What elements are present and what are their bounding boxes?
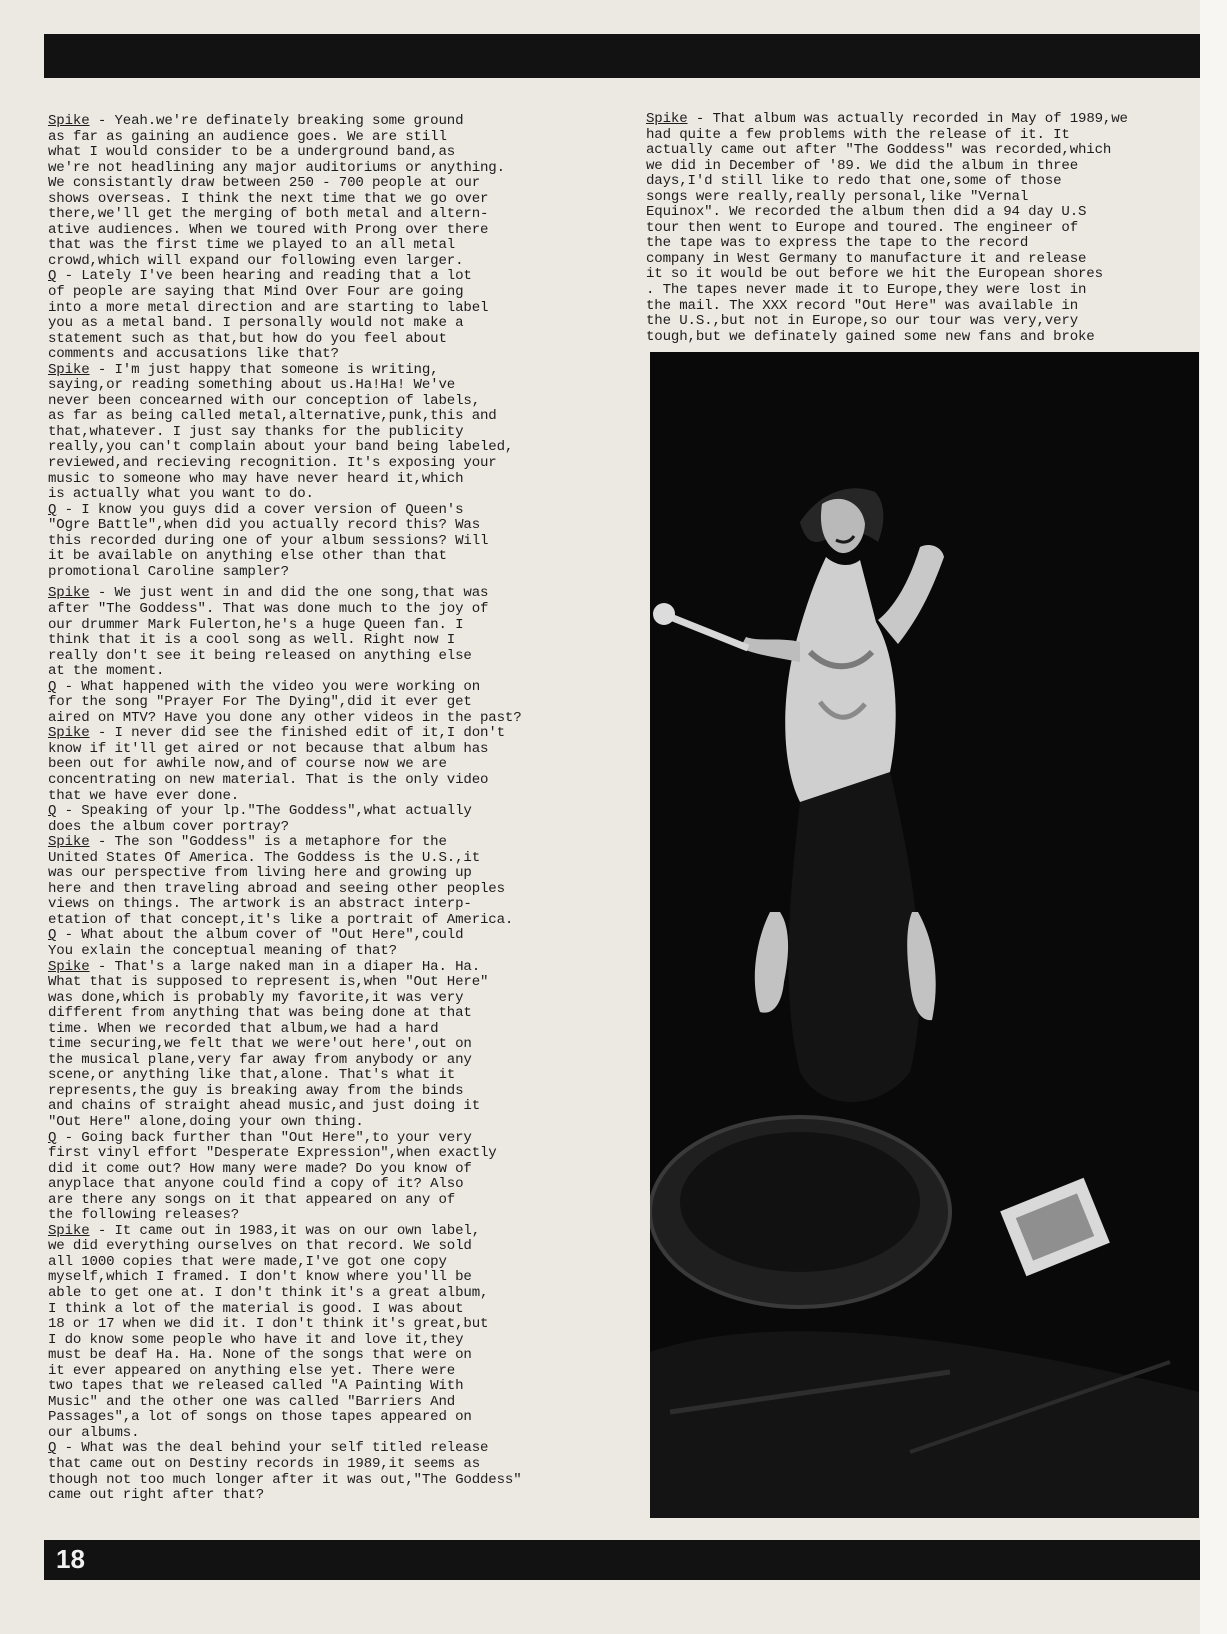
text-line: [646, 143, 1206, 159]
text-line: [48, 1193, 608, 1209]
text-line: [48, 472, 608, 488]
line-text: "Out Here" alone,doing your own thing.: [48, 1114, 364, 1130]
line-text: time. When we recorded that album,we had a hard: [48, 1020, 439, 1037]
text-line: [48, 742, 608, 758]
text-line: [48, 1364, 608, 1380]
line-text: that came out on Destiny records in 1989,it seems as: [48, 1456, 480, 1473]
text-line: [646, 330, 1206, 346]
text-line: [48, 503, 608, 519]
text-line: [48, 1053, 608, 1069]
line-text: really don't see it being released on anything else: [48, 647, 472, 664]
text-line: [48, 851, 608, 867]
line-text: We consistantly draw between 250 - 700 people at our: [48, 175, 480, 192]
line-text: - That album was actually recorded in May of 1989,we: [687, 111, 1128, 127]
text-line: [48, 1224, 608, 1240]
text-line: [48, 409, 608, 425]
line-text: was our perspective from living here and growing up: [48, 865, 472, 882]
text-line: [48, 820, 608, 836]
line-text: never been concearned with our conception of labels,: [48, 392, 480, 409]
text-line: [48, 866, 608, 882]
speaker-spike: Spike: [48, 113, 90, 129]
line-text: for the song "Prayer For The Dying",did it ever get: [48, 694, 472, 711]
text-line: [646, 267, 1206, 283]
line-text: Passages",a lot of songs on those tapes appeared on: [48, 1409, 472, 1426]
line-text: - That's a large naked man in a diaper Ha. Ha.: [89, 958, 481, 975]
page-number: 18: [56, 1544, 85, 1574]
photo-graphic: [650, 352, 1199, 1518]
line-text: we did in December of '89. We did the album in three: [646, 157, 1078, 174]
text-line: [48, 1426, 608, 1442]
text-line: [646, 128, 1206, 144]
text-line: [48, 487, 608, 503]
line-text: - Speaking of your lp."The Goddess",what actually: [56, 803, 472, 820]
line-text: different from anything that was being done at that: [48, 1005, 472, 1022]
text-line: [48, 316, 608, 332]
line-text: first vinyl effort "Desperate Expression",when exactly: [48, 1145, 497, 1162]
text-line: [48, 549, 608, 565]
line-text: there,we'll get the merging of both metal and altern-: [48, 206, 489, 223]
line-text: the tape was to express the tape to the record: [646, 235, 1029, 252]
line-text: did it come out? How many were made? Do you know of: [48, 1160, 472, 1177]
text-line: [48, 1084, 608, 1100]
line-text: - I know you guys did a cover version of Queen's: [56, 501, 464, 518]
line-text: tough,but we definately gained some new fans and broke: [646, 328, 1095, 345]
line-text: the U.S.,but not in Europe,so our tour was very,very: [646, 313, 1078, 330]
line-text: company in West Germany to manufacture it and release: [646, 250, 1087, 267]
line-text: crowd,which will expand our following even larger.: [48, 252, 464, 269]
line-text: was done,which is probably my favorite,it was very: [48, 989, 464, 1006]
line-text: United States Of America. The Goddess is the U.S.,it: [48, 849, 480, 866]
line-text: is actually what you want to do.: [48, 486, 314, 503]
line-text: myself,which I framed. I don't know where you'll be: [48, 1269, 472, 1286]
speaker-q: Q: [48, 803, 57, 820]
line-text: - What about the album cover of "Out Here",could: [56, 927, 464, 944]
text-line: [48, 1037, 608, 1053]
line-text: - What happened with the video you were working on: [56, 678, 481, 695]
text-line: [48, 1379, 608, 1395]
speaker-spike: Spike: [48, 1222, 90, 1239]
line-text: - I'm just happy that someone is writing,: [89, 361, 439, 378]
speaker-spike: Spike: [646, 111, 688, 127]
left-text-column: [48, 114, 608, 1504]
text-line: [48, 1068, 608, 1084]
line-text: does the album cover portray?: [48, 818, 289, 835]
line-text: Equinox". We recorded the album then did a 94 day U.S: [646, 204, 1087, 221]
text-line: [48, 586, 608, 602]
line-text: must be deaf Ha. Ha. None of the songs that were on: [48, 1347, 472, 1364]
line-text: came out right after that?: [48, 1487, 264, 1504]
text-line: [48, 804, 608, 820]
line-text: we're not headlining any major auditoriums or anything.: [48, 159, 505, 176]
line-text: aired on MTV? Have you done any other videos in the past?: [48, 709, 522, 726]
text-line: [48, 913, 608, 929]
text-line: [48, 518, 608, 534]
text-line: [48, 882, 608, 898]
line-text: comments and accusations like that?: [48, 346, 339, 363]
text-line: [48, 991, 608, 1007]
text-line: [48, 1208, 608, 1224]
text-line: [48, 1006, 608, 1022]
text-line: [48, 347, 608, 363]
text-line: [48, 1270, 608, 1286]
text-line: [48, 1286, 608, 1302]
text-line: [48, 269, 608, 285]
text-line: [48, 789, 608, 805]
line-text: as far as gaining an audience goes. We are still: [48, 128, 447, 145]
text-line: [48, 1131, 608, 1147]
speaker-q: Q: [48, 678, 57, 695]
text-line: [48, 726, 608, 742]
line-text: - Yeah.we're definately breaking some ground: [89, 113, 464, 129]
text-line: [48, 773, 608, 789]
text-line: [48, 565, 608, 581]
text-line: [48, 456, 608, 472]
text-line: [646, 205, 1206, 221]
line-text: we did everything ourselves on that record. We sold: [48, 1238, 472, 1255]
line-text: what I would consider to be a underground band,as: [48, 144, 456, 161]
line-text: - We just went in and did the one song,that was: [89, 585, 489, 602]
text-line: [48, 1348, 608, 1364]
text-line: [48, 378, 608, 394]
text-line: [646, 314, 1206, 330]
text-line: [48, 944, 608, 960]
text-line: [48, 602, 608, 618]
text-line: [646, 221, 1206, 237]
line-text: promotional Caroline sampler?: [48, 563, 289, 580]
line-text: you as a metal band. I personally would not make a: [48, 315, 464, 332]
right-text-column: [646, 112, 1206, 345]
line-text: two tapes that we released called "A Painting With: [48, 1378, 464, 1395]
text-line: [48, 1177, 608, 1193]
line-text: into a more metal direction and are starting to label: [48, 299, 489, 316]
line-text: had quite a few problems with the release of it. It: [646, 126, 1070, 143]
line-text: statement such as that,but how do you feel about: [48, 330, 447, 347]
line-text: the mail. The XXX record "Out Here" was available in: [646, 297, 1078, 314]
line-text: our drummer Mark Fulerton,he's a huge Queen fan. I: [48, 616, 464, 633]
line-text: Music" and the other one was called "Barriers And: [48, 1393, 456, 1410]
text-line: [48, 332, 608, 348]
line-text: "Ogre Battle",when did you actually record this? Was: [48, 517, 480, 534]
text-line: [48, 207, 608, 223]
line-text: 18 or 17 when we did it. I don't think it's great,but: [48, 1316, 489, 1333]
text-line: [48, 301, 608, 317]
line-text: that we have ever done.: [48, 787, 240, 804]
text-line: [48, 1333, 608, 1349]
text-line: [48, 960, 608, 976]
singer-performing-photo: [650, 352, 1199, 1518]
text-line: [646, 299, 1206, 315]
line-text: etation of that concept,it's like a portrait of America.: [48, 911, 514, 928]
line-text: ative audiences. When we toured with Prong over there: [48, 221, 489, 238]
text-line: [48, 114, 608, 130]
text-line: [48, 238, 608, 254]
text-line: [646, 252, 1206, 268]
line-text: though not too much longer after it was out,"The Goddess": [48, 1471, 522, 1488]
speaker-spike: Spike: [48, 958, 90, 975]
speaker-spike: Spike: [48, 361, 90, 378]
text-line: [48, 1302, 608, 1318]
speaker-q: Q: [48, 501, 57, 518]
speaker-q: Q: [48, 268, 57, 285]
text-line: [48, 425, 608, 441]
text-line: [48, 618, 608, 634]
line-text: I think a lot of the material is good. I was about: [48, 1300, 464, 1317]
line-text: songs were really,really personal,like "Vernal: [646, 188, 1029, 205]
text-line: [48, 1441, 608, 1457]
text-line: [48, 223, 608, 239]
footer-bar: [44, 1540, 1200, 1580]
text-line: [646, 190, 1206, 206]
line-text: are there any songs on it that appeared on any of: [48, 1191, 456, 1208]
text-line: [48, 285, 608, 301]
line-text: been out for awhile now,and of course now we are: [48, 756, 447, 773]
text-line: [48, 664, 608, 680]
text-line: [646, 112, 1206, 128]
text-line: [48, 130, 608, 146]
line-text: . The tapes never made it to Europe,they were lost in: [646, 282, 1087, 299]
text-line: [48, 363, 608, 379]
text-line: [646, 159, 1206, 175]
line-text: represents,the guy is breaking away from the binds: [48, 1082, 464, 1099]
line-text: our albums.: [48, 1424, 140, 1441]
text-line: [48, 1473, 608, 1489]
text-line: [48, 680, 608, 696]
text-line: [48, 633, 608, 649]
line-text: that,whatever. I just say thanks for the publicity: [48, 423, 464, 440]
line-text: What that is supposed to represent is,when "Out Here": [48, 974, 489, 991]
text-line: [48, 649, 608, 665]
text-line: [48, 1410, 608, 1426]
line-text: this recorded during one of your album sessions? Will: [48, 532, 489, 549]
text-line: [48, 1022, 608, 1038]
line-text: here and then traveling abroad and seeing other peoples: [48, 880, 505, 897]
speaker-spike: Spike: [48, 725, 90, 742]
text-line: [48, 1255, 608, 1271]
speaker-q: Q: [48, 1129, 57, 1146]
text-line: [48, 1146, 608, 1162]
line-text: it so it would be out before we hit the European shores: [646, 266, 1103, 283]
text-line: [48, 1239, 608, 1255]
line-text: really,you can't complain about your band being labeled,: [48, 439, 514, 456]
text-line: [48, 145, 608, 161]
line-text: of people are saying that Mind Over Four are going: [48, 284, 464, 301]
line-text: reviewed,and recieving recognition. It's exposing your: [48, 455, 497, 472]
text-line: [646, 236, 1206, 252]
line-text: that was the first time we played to an all metal: [48, 237, 456, 254]
line-text: time securing,we felt that we were'out here',out on: [48, 1036, 472, 1053]
text-line: [48, 1099, 608, 1115]
line-text: at the moment.: [48, 663, 165, 680]
line-text: and chains of straight ahead music,and just doing it: [48, 1098, 480, 1115]
text-line: [48, 1457, 608, 1473]
line-text: views on things. The artwork is an abstract interp-: [48, 896, 472, 913]
line-text: actually came out after "The Goddess" was recorded,which: [646, 142, 1112, 159]
line-text: think that it is a cool song as well. Right now I: [48, 632, 456, 649]
line-text: I do know some people who have it and love it,they: [48, 1331, 464, 1348]
text-line: [48, 1162, 608, 1178]
line-text: You exlain the conceptual meaning of that?: [48, 942, 397, 959]
text-line: [48, 1488, 608, 1504]
line-text: the musical plane,very far away from anybody or any: [48, 1051, 472, 1068]
line-text: days,I'd still like to redo that one,some of those: [646, 173, 1062, 190]
text-line: [48, 1395, 608, 1411]
text-line: [48, 394, 608, 410]
line-text: scene,or anything like that,alone. That's what it: [48, 1067, 456, 1084]
line-text: - The son "Goddess" is a metaphore for the: [89, 834, 447, 851]
text-line: [48, 192, 608, 208]
line-text: - It came out in 1983,it was on our own label,: [89, 1222, 481, 1239]
text-line: [646, 174, 1206, 190]
speaker-q: Q: [48, 927, 57, 944]
line-text: saying,or reading something about us.Ha!Ha! We've: [48, 377, 456, 394]
line-text: it ever appeared on anything else yet. There were: [48, 1362, 456, 1379]
line-text: concentrating on new material. That is the only video: [48, 771, 489, 788]
line-text: music to someone who may have never heard it,which: [48, 470, 464, 487]
text-line: [48, 440, 608, 456]
text-line: [48, 1115, 608, 1131]
speaker-spike: Spike: [48, 834, 90, 851]
line-text: tour then went to Europe and toured. The engineer of: [646, 219, 1078, 236]
text-line: [48, 711, 608, 727]
speaker-spike: Spike: [48, 585, 90, 602]
text-line: [48, 695, 608, 711]
text-line: [646, 283, 1206, 299]
line-text: - Lately I've been hearing and reading that a lot: [56, 268, 472, 285]
line-text: know if it'll get aired or not because that album has: [48, 740, 489, 757]
line-text: all 1000 copies that were made,I've got one copy: [48, 1253, 447, 1270]
line-text: - Going back further than "Out Here",to your very: [56, 1129, 472, 1146]
text-line: [48, 835, 608, 851]
line-text: the following releases?: [48, 1207, 240, 1224]
header-bar: [44, 34, 1200, 78]
line-text: able to get one at. I don't think it's a great album,: [48, 1285, 489, 1302]
text-line: [48, 757, 608, 773]
line-text: - What was the deal behind your self titled release: [56, 1440, 489, 1457]
text-line: [48, 975, 608, 991]
line-text: it be available on anything else other than that: [48, 548, 447, 565]
line-text: as far as being called metal,alternative,punk,this and: [48, 408, 497, 425]
line-text: anyplace that anyone could find a copy of it? Also: [48, 1176, 464, 1193]
text-line: [48, 161, 608, 177]
speaker-q: Q: [48, 1440, 57, 1457]
text-line: [48, 897, 608, 913]
line-text: shows overseas. I think the next time that we go over: [48, 190, 489, 207]
text-line: [48, 254, 608, 270]
text-line: [48, 1317, 608, 1333]
text-line: [48, 928, 608, 944]
line-text: after "The Goddess". That was done much to the joy of: [48, 600, 489, 617]
text-line: [48, 176, 608, 192]
text-line: [48, 534, 608, 550]
line-text: - I never did see the finished edit of it,I don't: [89, 725, 505, 742]
